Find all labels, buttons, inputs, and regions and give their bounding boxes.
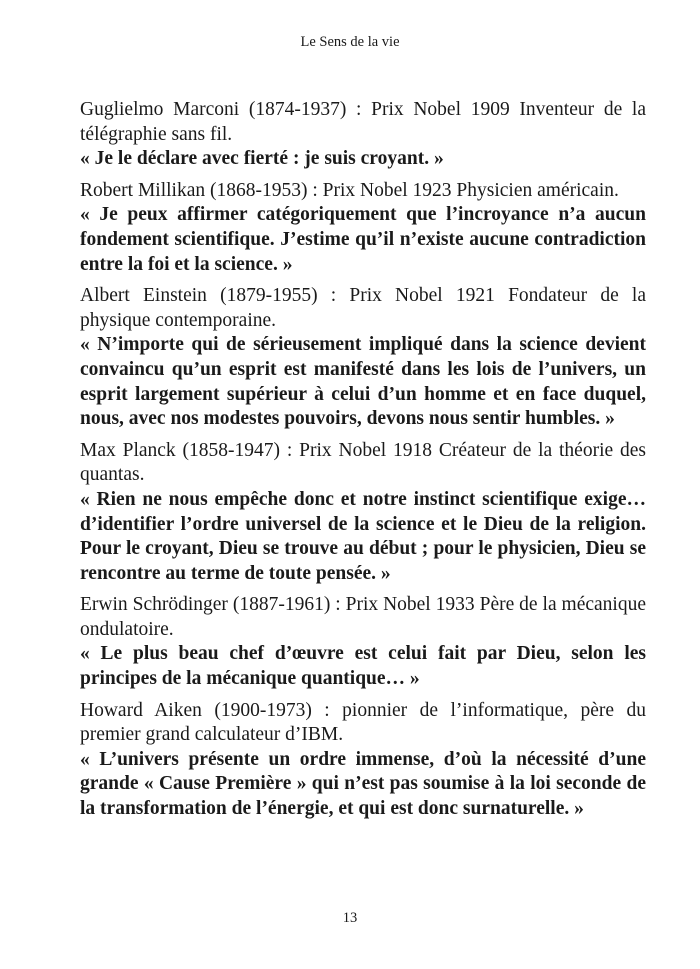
page-number: 13 <box>342 910 358 926</box>
scientist-quote: « Je le déclare avec fierté : je suis croyant. » <box>80 148 444 170</box>
quote-entry-millikan <box>80 179 646 277</box>
scientist-quote: « Je peux affirmer catégoriquement que l’incroyance n’a aucun fondement scientifique. J’estime qu’il n’existe aucune contradiction entre la foi et la science. » <box>80 204 646 275</box>
scientist-quote: « L’univers présente un ordre immense, d’où la nécessité d’une grande « Cause Première » qui n’est pas soumise à la loi seconde de la transformation de l’énergie, et qui est donc surnaturelle. » <box>80 748 646 820</box>
quote-entry-marconi <box>80 98 646 172</box>
scientist-quote: « Le plus beau chef d’œuvre est celui fait par Dieu, selon les principes de la mécanique quantique… » <box>80 643 646 690</box>
scientist-intro: Albert Einstein (1879-1955) : Prix Nobel 1921 Fondateur de la physique contemporaine. <box>80 285 646 331</box>
scientist-intro: Robert Millikan (1868-1953) : Prix Nobel 1923 Physicien américain. <box>80 179 619 201</box>
scientist-intro: Guglielmo Marconi (1874-1937) : Prix Nobel 1909 Inventeur de la télégraphie sans fil. <box>80 99 646 145</box>
quote-entry-aiken <box>80 699 646 822</box>
quote-entry-einstein <box>80 284 646 432</box>
quote-entry-planck <box>80 439 646 587</box>
scientist-quote: « Rien ne nous empêche donc et notre instinct scientifique exige… d’identifier l’ordre universel de la science et le Dieu de la religion. Pour le croyant, Dieu se trouve au début ; pour le physicien, Dieu se rencontre au terme de toute pensée. » <box>80 488 646 584</box>
scientist-quote: « N’importe qui de sérieusement impliqué dans la science devient convaincu qu’un esprit est manifesté dans les lois de l’univers, un esprit largement supérieur à celui d’un homme et en face duquel, nous, avec nos modestes pouvoirs, devons nous sentir humbles. » <box>80 334 646 430</box>
scientist-intro: Max Planck (1858-1947) : Prix Nobel 1918 Créateur de la théorie des quantas. <box>80 439 646 486</box>
scientist-intro: Howard Aiken (1900-1973) : pionnier de l’informatique, père du premier grand calculateur d’IBM. <box>80 699 646 746</box>
quote-entry-schrodinger <box>80 593 646 691</box>
page-body <box>80 98 646 829</box>
running-header: Le Sens de la vie <box>300 34 400 50</box>
scientist-intro: Erwin Schrödinger (1887-1961) : Prix Nobel 1933 Père de la mécanique ondulatoire. <box>80 594 646 640</box>
